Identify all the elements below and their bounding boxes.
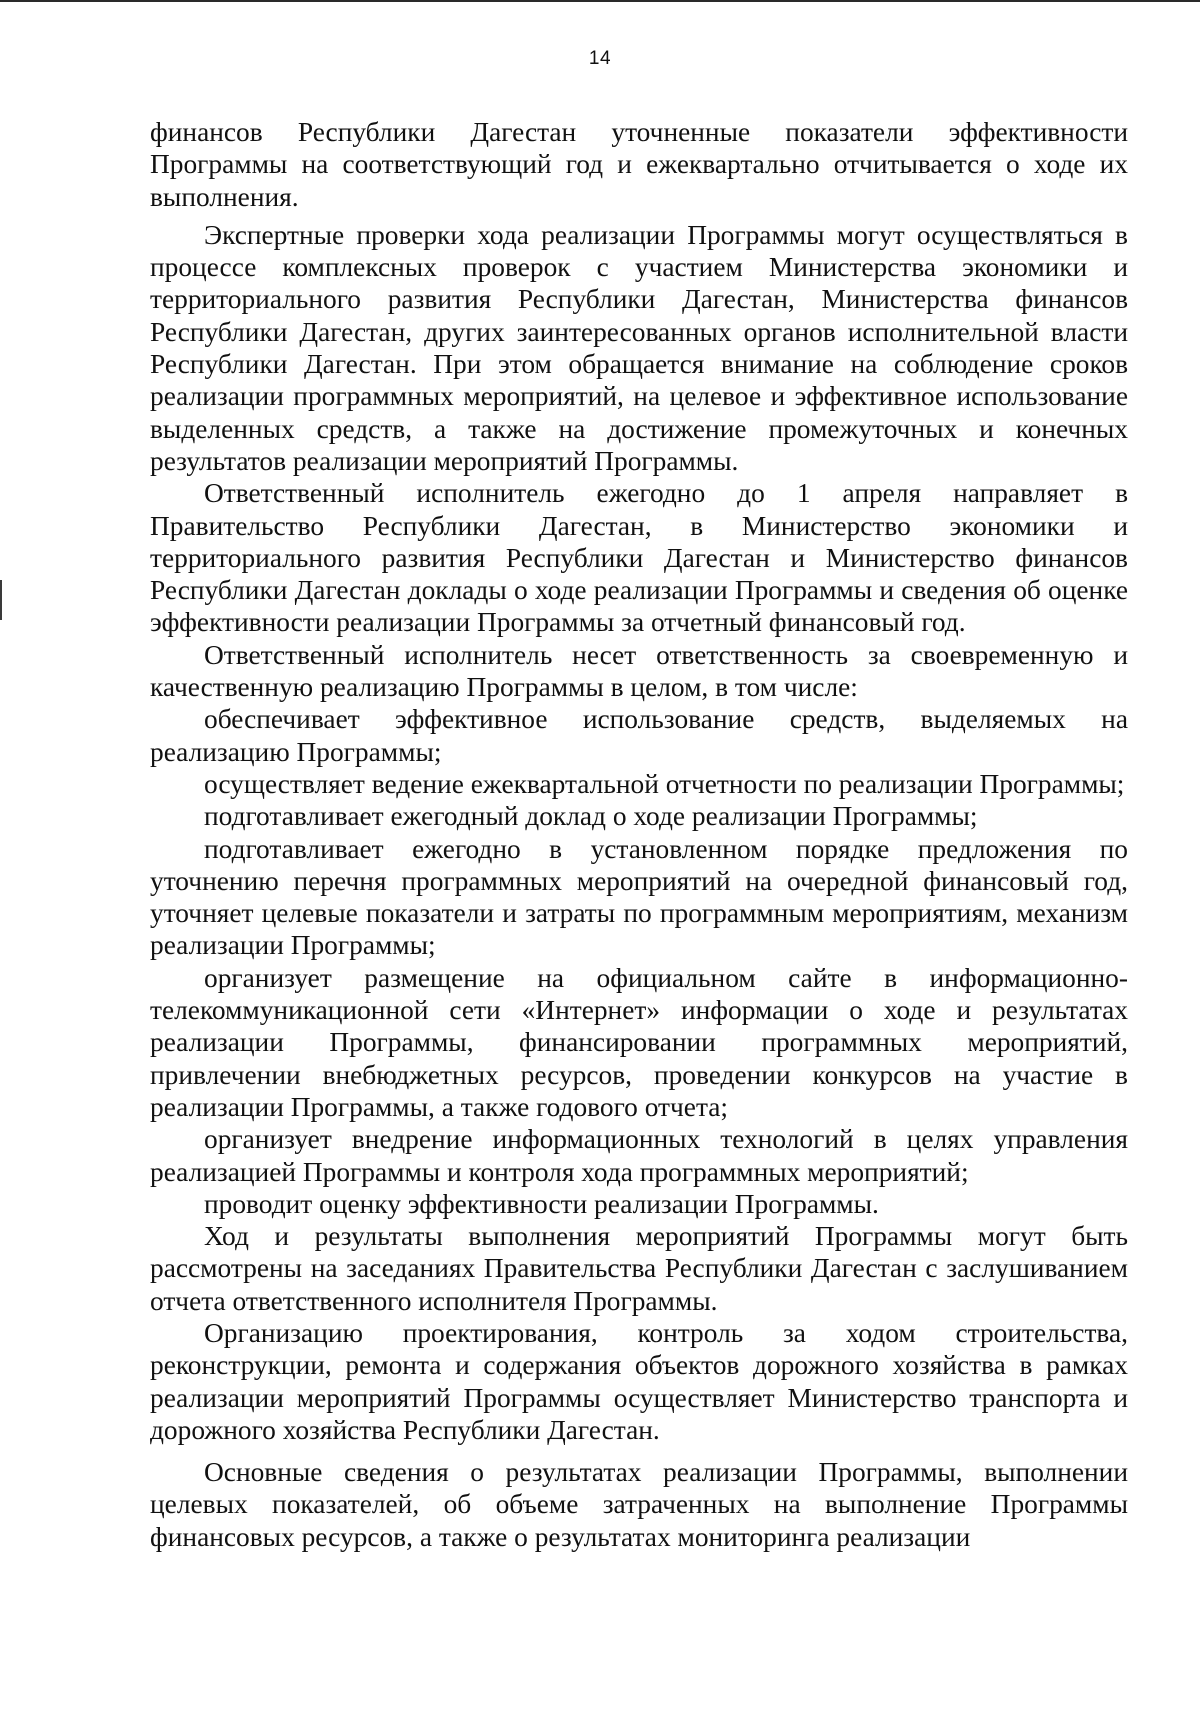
paragraph: обеспечивает эффективное использование средств, выделяемых на реализацию Программы; xyxy=(150,704,1128,767)
paragraph: организует размещение на официальном сайте в информационно-телекоммуникационной сети «Интернет» информации о ходе и результатах реализации Программы, финансировании программных мероприятий, привлечении внебюджетных ресурсов, проведении конкурсов на участие в реализации Программы, а также годового отчета; xyxy=(150,962,1128,1122)
paragraph: осуществляет ведение ежеквартальной отчетности по реализации Программы; xyxy=(204,768,1125,799)
paragraph: подготавливает ежегодно в установленном порядке предложения по уточнению перечня программных мероприятий на очередной финансовый год, уточняет целевые показатели и затраты по программным мероприятиям, механизм реализации Программы; xyxy=(150,833,1128,961)
scan-edge-left xyxy=(0,580,2,620)
paragraph: Основные сведения о результатах реализации Программы, выполнении целевых показателей, об объеме затраченных на выполнение Программы финансовых ресурсов, а также о результатах мониторинга реализации xyxy=(150,1457,1128,1552)
paragraph: Экспертные проверки хода реализации Программы могут осуществляться в процессе комплексных проверок с участием Министерства экономики и территориального развития Республики Дагестан, Министерства финансов Республики Дагестан, других заинтересованных органов исполнительной власти Республики Дагестан. При этом обращается внимание на соблюдение сроков реализации программных мероприятий, на целевое и эффективное использование выделенных средств, а также на достижение промежуточных и конечных результатов реализации мероприятий Программы. xyxy=(150,219,1128,476)
paragraph: Ответственный исполнитель несет ответственность за своевременную и качественную реализацию Программы в целом, в том числе: xyxy=(150,639,1128,703)
paragraph: Ход и результаты выполнения мероприятий Программы могут быть рассмотрены на заседаниях Правительства Республики Дагестан с заслушиванием отчета ответственного исполнителя Программы. xyxy=(150,1221,1128,1316)
paragraph: подготавливает ежегодный доклад о ходе реализации Программы; xyxy=(204,801,978,832)
page-number: 14 xyxy=(588,48,612,69)
paragraph: Ответственный исполнитель ежегодно до 1 апреля направляет в Правительство Республики Дагестан, в Министерство экономики и территориального развития Республики Дагестан и Министерство финансов Республики Дагестан доклады о ходе реализации Программы и сведения об оценке эффективности реализации Программы за отчетный финансовый год. xyxy=(150,478,1128,638)
scan-edge-top xyxy=(0,0,1200,2)
paragraph: финансов Республики Дагестан уточненные показатели эффективности Программы на соответствующий год и ежеквартально отчитывается о ходе их выполнения. xyxy=(150,117,1128,212)
document-body xyxy=(150,116,1128,1553)
paragraph: Организацию проектирования, контроль за ходом строительства, реконструкции, ремонта и содержания объектов дорожного хозяйства в рамках реализации мероприятий Программы осуществляет Министерство транспорта и дорожного хозяйства Республики Дагестан. xyxy=(150,1317,1128,1445)
paragraph: организует внедрение информационных технологий в целях управления реализацией Программы и контроля хода программных мероприятий; xyxy=(150,1124,1128,1187)
paragraph: проводит оценку эффективности реализации Программы. xyxy=(204,1188,879,1219)
